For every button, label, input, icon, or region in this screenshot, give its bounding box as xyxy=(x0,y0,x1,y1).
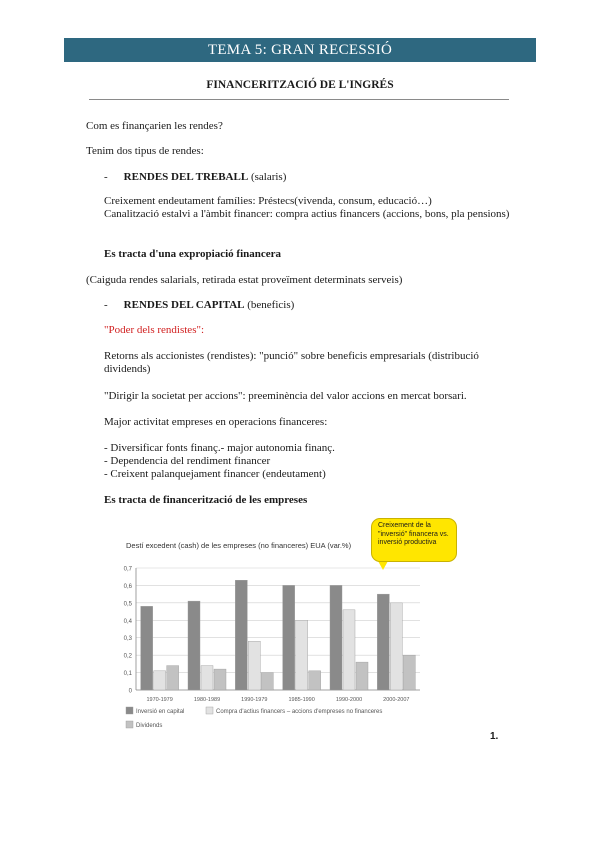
household-debt-text: Creixement endeutament famílies: Préstecs(vivenda, consum, educació…) xyxy=(104,195,432,207)
section-title: FINANCERITZACIÓ DE L'INGRÉS xyxy=(206,79,394,91)
bar xyxy=(330,585,342,690)
y-tick-label: 0,4 xyxy=(123,618,132,625)
title-divider xyxy=(89,99,509,100)
income-types-intro: Tenim dos tipus de rendes: xyxy=(86,145,204,157)
bar xyxy=(201,666,213,690)
callout-note xyxy=(371,518,457,562)
x-tick-label: 1970-1979 xyxy=(146,697,173,703)
legend-swatch xyxy=(126,721,133,728)
legend-label: Inversió en capital xyxy=(136,709,185,715)
page-number: 1. xyxy=(490,731,499,742)
callout-line: inversió productiva xyxy=(378,539,437,546)
bar xyxy=(154,671,166,690)
bar xyxy=(356,662,368,690)
savings-channel-text: Canalització estalvi a l'àmbit financer: compra actius financers (accions, bons, pla pensions) xyxy=(104,208,510,220)
bar xyxy=(403,655,415,690)
y-tick-label: 0,1 xyxy=(123,671,132,678)
bullet-capital-note: (beneficis) xyxy=(244,299,295,311)
y-tick-label: 0,7 xyxy=(123,566,132,573)
bar xyxy=(309,671,321,690)
list-item: - Creixent palanquejament financer (endeutament) xyxy=(104,468,326,480)
bar xyxy=(188,601,200,690)
bullet-labour-income xyxy=(104,171,286,184)
bar xyxy=(377,594,389,690)
question-finance: Com es finançarien les rendes? xyxy=(86,120,223,132)
chart-title: Destí excedent (cash) de les empreses (no financeres) EUA (var.%) xyxy=(126,541,352,550)
x-tick-label: 2000-2007 xyxy=(383,697,410,703)
shares-society-text: "Dirigir la societat per accions": preeminència del valor accions en mercat borsari. xyxy=(104,390,467,402)
bullet-capital-heading: RENDES DEL CAPITAL xyxy=(123,299,245,311)
callout-line: "inversió" financera vs. xyxy=(378,530,449,538)
bullet-dash: - xyxy=(104,299,108,311)
bar xyxy=(214,669,226,690)
bar xyxy=(235,580,247,690)
list-item: - Dependencia del rendiment financer xyxy=(104,455,271,467)
x-tick-label: 1990-2000 xyxy=(335,697,363,703)
bar xyxy=(261,673,273,690)
bar xyxy=(343,610,355,690)
shareholder-returns-line1: Retorns als accionistes (rendistes): "punció" sobre beneficis empresarials (distribució xyxy=(104,350,479,362)
list-item: - Diversificar fonts finanç.- major autonomia finanç. xyxy=(104,442,335,454)
bullet-dash: - xyxy=(104,171,108,183)
bullet-labour-heading: RENDES DEL TREBALL xyxy=(123,171,249,183)
wage-decline-note: (Caiguda rendes salarials, retirada estat proveïment determinats serveis) xyxy=(86,274,403,286)
corporate-financialization-text: Es tracta de financerització de les empreses xyxy=(104,494,308,506)
y-tick-label: 0 xyxy=(128,688,132,695)
financial-expropriation-text: Es tracta d'una expropiació financera xyxy=(104,248,282,260)
bar xyxy=(167,666,179,690)
bar xyxy=(248,641,260,690)
rentier-power-heading: "Poder dels rendistes": xyxy=(104,324,205,336)
bullet-labour-note: (salaris) xyxy=(248,171,287,183)
bar xyxy=(390,603,402,690)
bar xyxy=(141,606,153,690)
x-tick-label: 1980-1989 xyxy=(193,697,221,703)
legend-swatch xyxy=(206,707,213,714)
x-tick-label: 1990-1979 xyxy=(241,697,268,703)
shareholder-returns-line2: dividends) xyxy=(104,363,151,375)
y-tick-label: 0,2 xyxy=(123,653,132,660)
callout-line: Creixement de la xyxy=(378,522,431,529)
bar xyxy=(283,585,295,690)
topic-banner: TEMA 5: GRAN RECESSIÓ xyxy=(64,38,536,62)
legend-label: Compra d'actius financers – accions d'empreses no financeres xyxy=(216,709,383,715)
chart-svg xyxy=(100,520,520,750)
x-tick-label: 1985-1990 xyxy=(288,697,315,703)
y-tick-label: 0,5 xyxy=(123,601,132,608)
bar xyxy=(296,620,308,690)
legend-label: Dividends xyxy=(136,723,163,729)
legend-swatch xyxy=(126,707,133,714)
y-tick-label: 0,6 xyxy=(123,583,132,590)
callout-pointer xyxy=(378,561,388,570)
financial-operations-intro: Major activitat empreses en operacions financeres: xyxy=(104,416,328,428)
cash-destination-chart xyxy=(100,520,520,750)
bullet-capital-income xyxy=(104,299,294,312)
y-tick-label: 0,3 xyxy=(123,636,132,643)
